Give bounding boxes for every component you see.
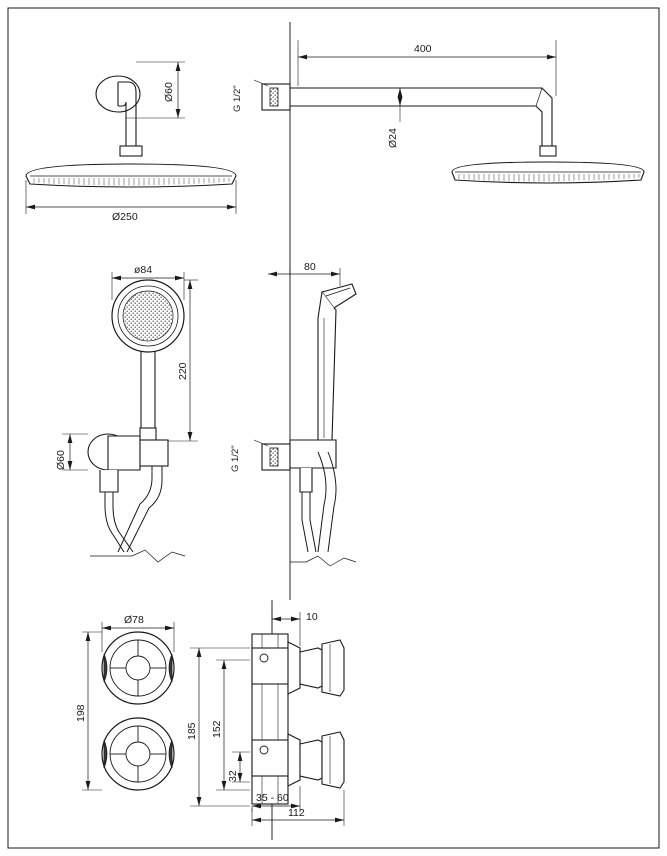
dim-overall-height: 198 [75, 704, 87, 722]
dim-total-depth: 112 [288, 807, 305, 819]
dim-wall-depth-range: 35 - 60 [256, 792, 289, 804]
mixer-front-view [75, 614, 174, 790]
dim-wall-offset: 10 [306, 611, 318, 623]
dim-thread-top: G 1/2" [232, 85, 243, 112]
dim-handset-length: 220 [177, 362, 189, 380]
rain-shower-side-view [232, 22, 644, 600]
dim-arm-tube-diameter: Ø24 [387, 128, 399, 148]
dim-thread-bottom: G 1/2" [230, 445, 241, 472]
dim-outlet-diameter: Ø60 [55, 450, 67, 470]
dim-rosette-diameter: Ø78 [124, 614, 144, 626]
dim-handset-head-diameter: ø84 [134, 264, 153, 276]
dim-centres-height: 185 [186, 722, 198, 740]
mixer-side-view [186, 600, 344, 840]
dim-projection: 80 [304, 261, 316, 273]
dim-lower-offset: 32 [227, 770, 239, 782]
dim-head-diameter: Ø250 [112, 211, 138, 223]
hand-shower-front-view [55, 264, 198, 562]
dim-body-height: 152 [211, 720, 223, 738]
dim-arm-length: 400 [414, 43, 432, 55]
dim-arm-diameter: Ø60 [163, 82, 175, 102]
rain-shower-head-view [26, 62, 236, 223]
hand-shower-side-view [230, 261, 356, 566]
